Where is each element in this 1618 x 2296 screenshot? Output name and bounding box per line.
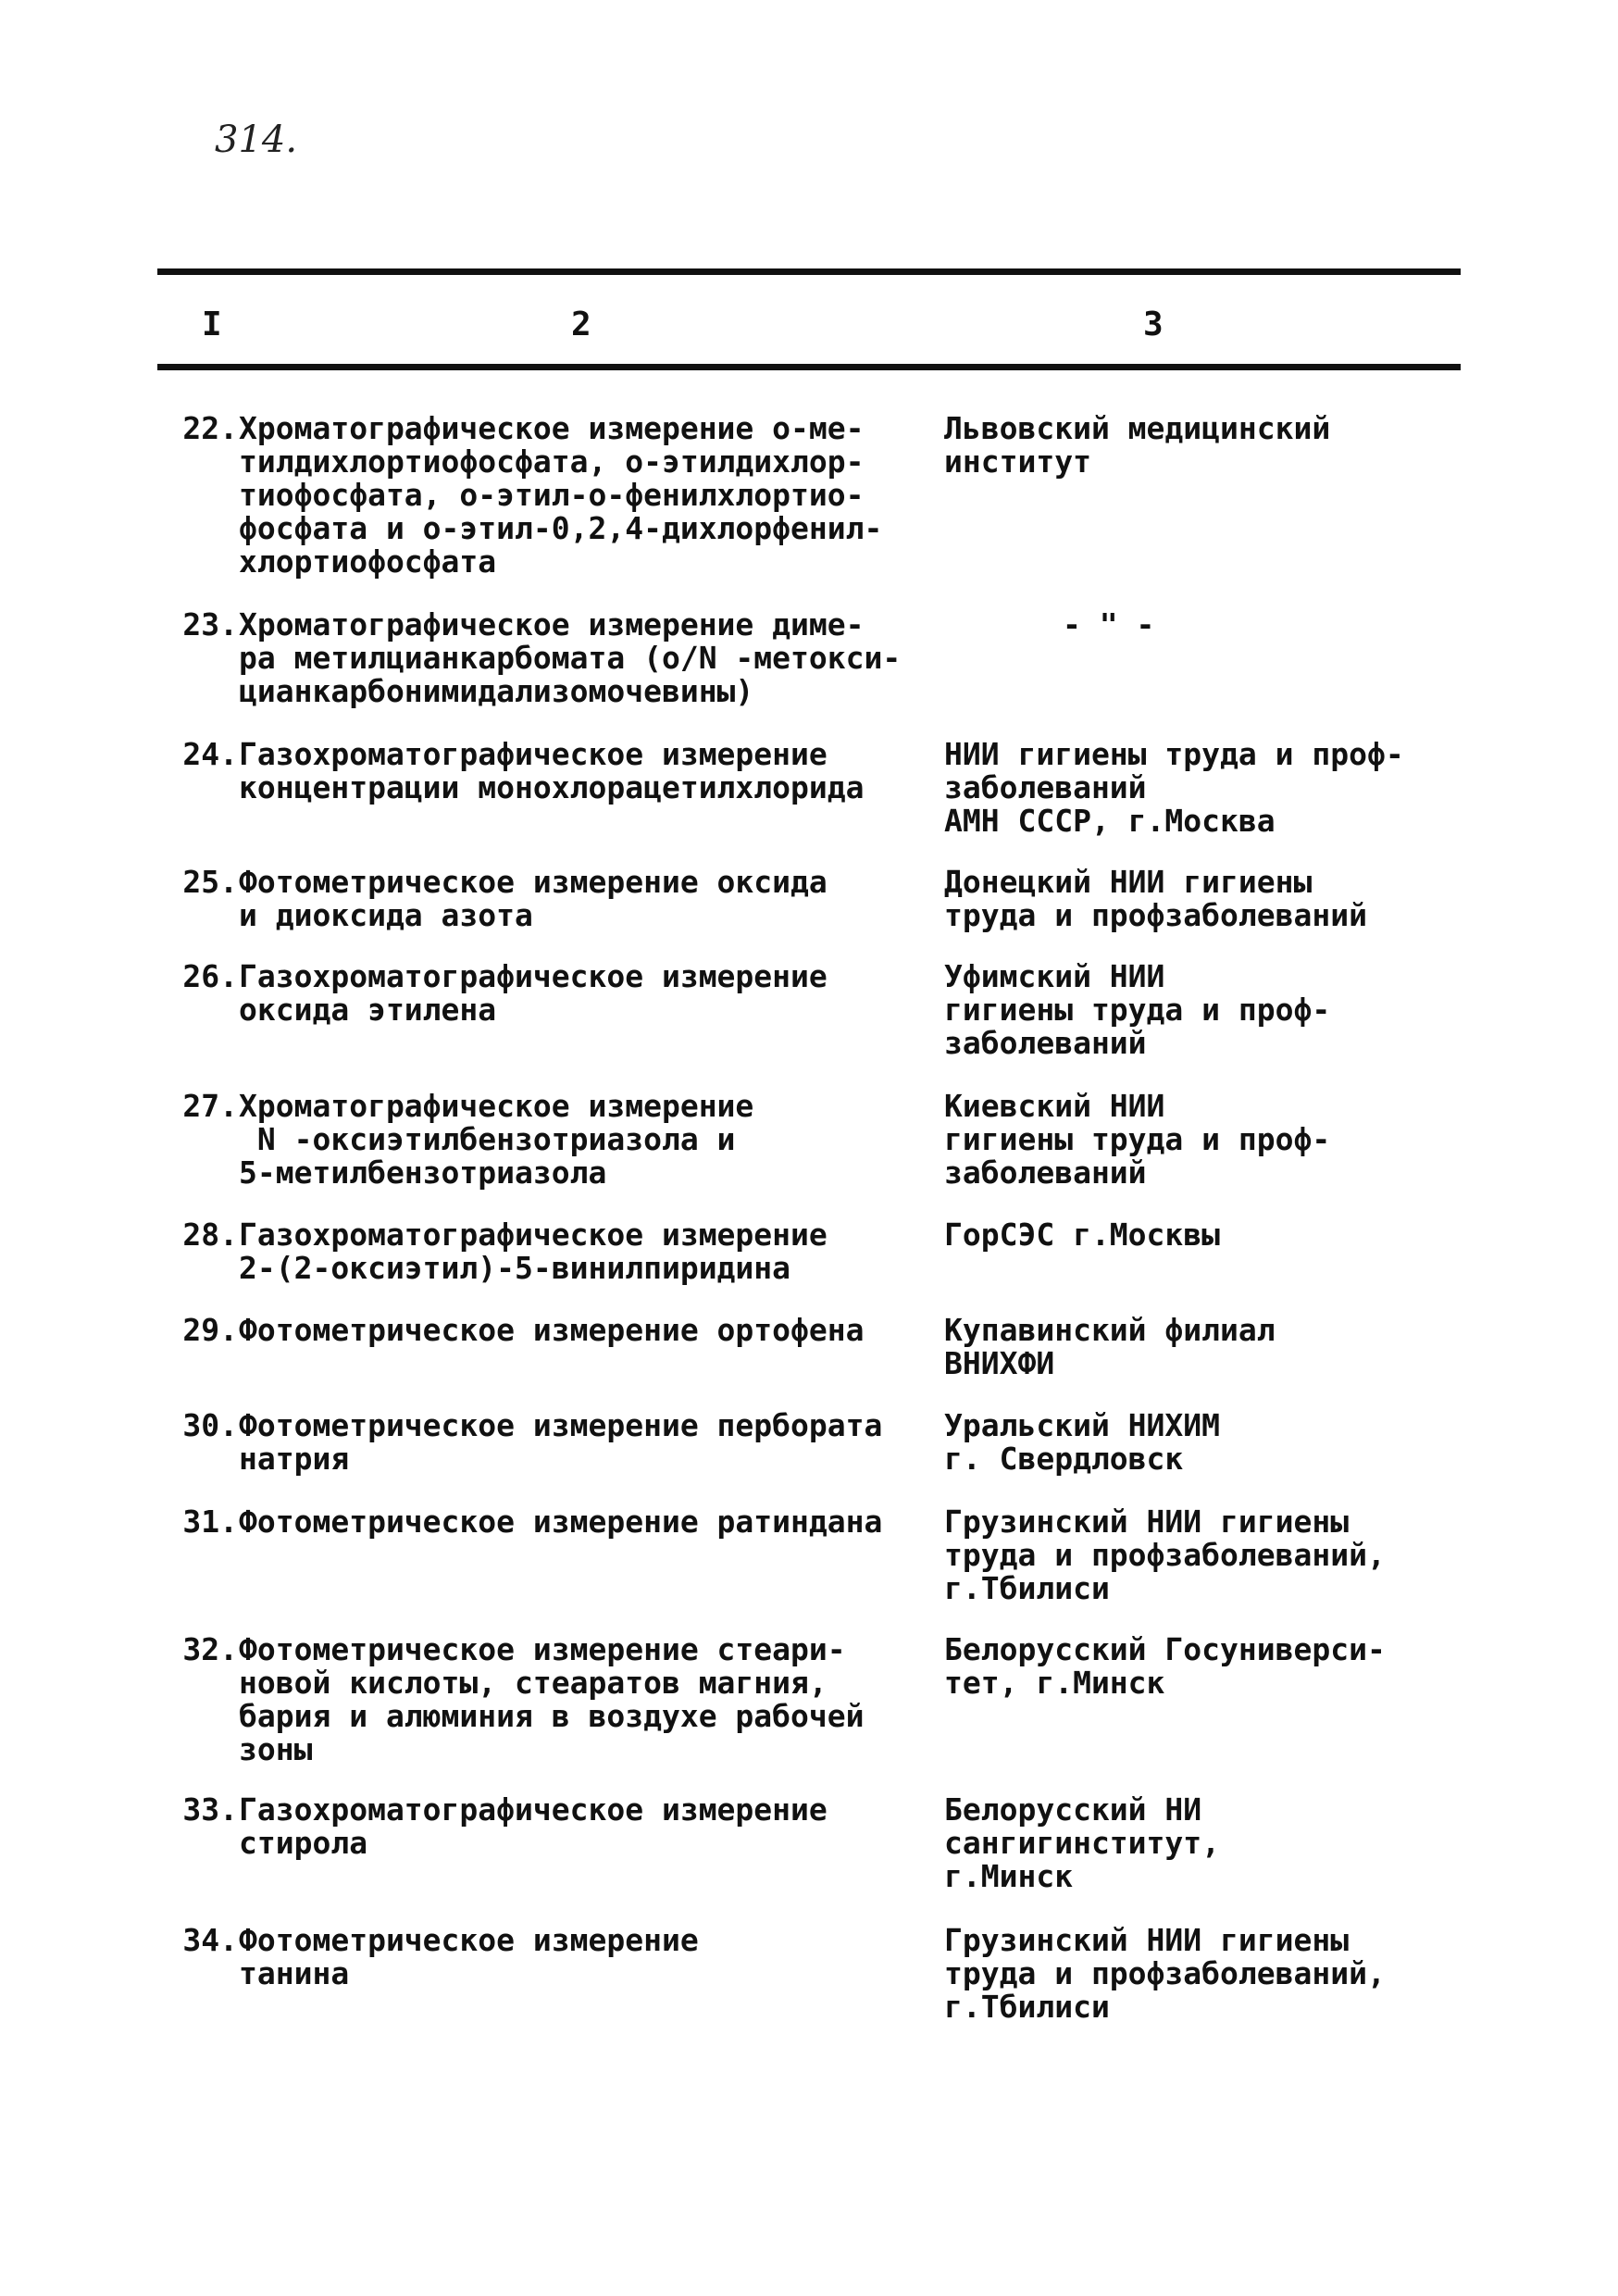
- row-description: Газохроматографическое измерение 2-(2-оксиэтил)-5-винилпиридина: [239, 1217, 828, 1286]
- row-number: 26.: [182, 958, 238, 994]
- column-header-1: I: [202, 306, 222, 343]
- table-header-rule: [157, 364, 1461, 370]
- row-number: 30.: [182, 1407, 238, 1443]
- row-description: Фотометрическое измерение пербората натрия: [239, 1407, 883, 1477]
- row-number: 23.: [182, 606, 238, 643]
- row-institution: Уральский НИХИМ г. Свердловск: [944, 1407, 1221, 1477]
- row-description: Фотометрическое измерение оксида и диоксида азота: [239, 864, 828, 933]
- row-description: Хроматографическое измерение диме- ра метилцианкарбомата (о/N -метокси- цианкарбонимидализомочевины): [239, 606, 902, 709]
- row-institution: - " -: [1063, 606, 1155, 643]
- row-number: 29.: [182, 1312, 238, 1348]
- row-institution: Грузинский НИИ гигиены труда и профзаболеваний, г.Тбилиси: [944, 1922, 1386, 2025]
- row-description: Фотометрическое измерение ратиндана: [239, 1504, 883, 1540]
- row-institution: ГорСЭС г.Москвы: [944, 1217, 1221, 1253]
- table-top-rule: [157, 268, 1461, 275]
- row-description: Фотометрическое измерение стеари- новой кислоты, стеаратов магния, бария и алюминия в воздухе рабочей зоны: [239, 1631, 865, 1767]
- row-number: 28.: [182, 1217, 238, 1253]
- row-number: 27.: [182, 1088, 238, 1124]
- row-number: 31.: [182, 1504, 238, 1540]
- row-description: Хроматографическое измерение N -оксиэтилбензотриазола и 5-метилбензотриазола: [239, 1088, 754, 1191]
- row-institution: Донецкий НИИ гигиены труда и профзаболеваний: [944, 864, 1367, 933]
- row-description: Газохроматографическое измерение стирола: [239, 1791, 828, 1861]
- row-number: 24.: [182, 736, 238, 772]
- row-institution: НИИ гигиены труда и проф- заболеваний АМН СССР, г.Москва: [944, 736, 1404, 839]
- row-description: Газохроматографическое измерение оксида этилена: [239, 958, 828, 1028]
- row-description: Фотометрическое измерение ортофена: [239, 1312, 865, 1348]
- row-number: 25.: [182, 864, 238, 900]
- row-institution: Белорусский Госуниверси- тет, г.Минск: [944, 1631, 1386, 1701]
- row-number: 32.: [182, 1631, 238, 1667]
- row-number: 33.: [182, 1791, 238, 1828]
- row-institution: Белорусский НИ сангигинститут, г.Минск: [944, 1791, 1221, 1894]
- row-institution: Купавинский филиал ВНИХФИ: [944, 1312, 1276, 1381]
- row-institution: Киевский НИИ гигиены труда и проф- заболеваний: [944, 1088, 1331, 1191]
- row-institution: Львовский медицинский институт: [944, 410, 1331, 480]
- row-institution: Грузинский НИИ гигиены труда и профзаболеваний, г.Тбилиси: [944, 1504, 1386, 1606]
- column-header-3: 3: [1143, 306, 1164, 343]
- row-institution: Уфимский НИИ гигиены труда и проф- заболеваний: [944, 958, 1331, 1061]
- row-description: Хроматографическое измерение о-ме- тилдихлортиофосфата, о-этилдихлор- тиофосфата, о-этил-о-фенилхлортио- фосфата и о-этил-0,2,4-дихлорфенил- хлортиофосфата: [239, 410, 883, 580]
- column-header-2: 2: [571, 306, 591, 343]
- row-number: 22.: [182, 410, 238, 446]
- row-number: 34.: [182, 1922, 238, 1958]
- page-number: 314.: [215, 119, 298, 161]
- row-description: Фотометрическое измерение танина: [239, 1922, 699, 1991]
- row-description: Газохроматографическое измерение концентрации монохлорацетилхлорида: [239, 736, 865, 805]
